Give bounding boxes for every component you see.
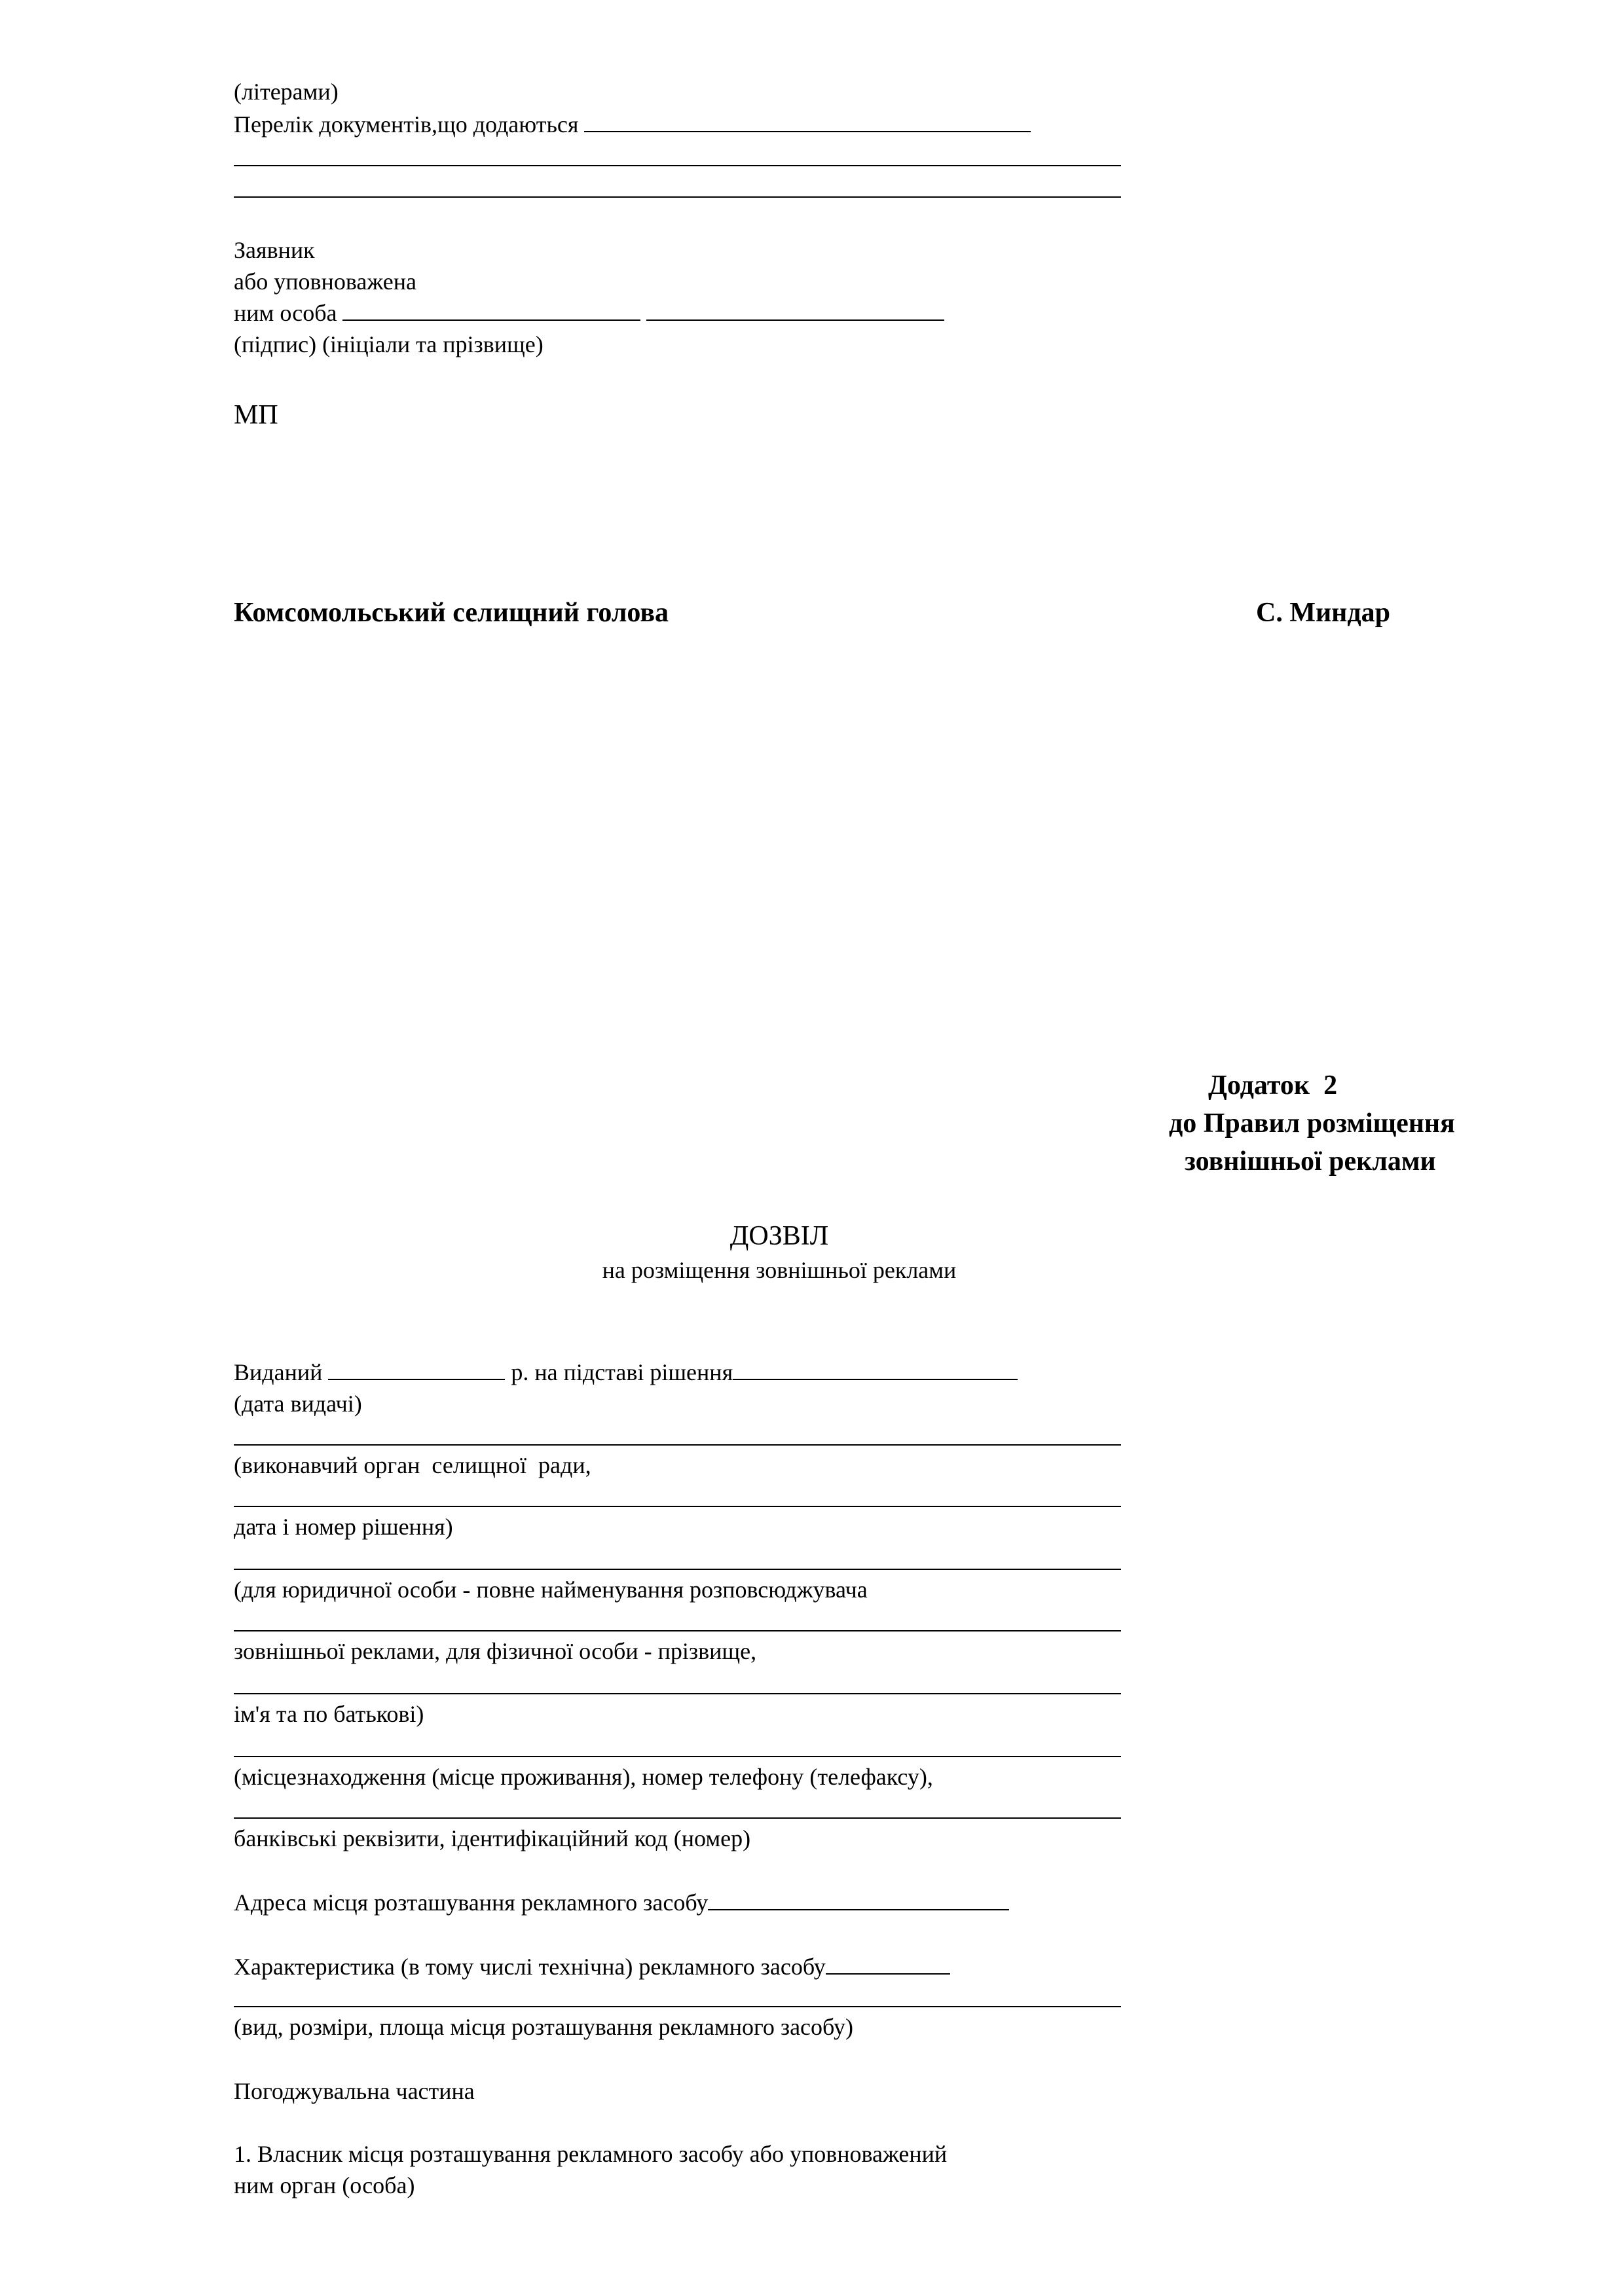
field-rule[interactable] [234,1693,1121,1694]
applicant-line-1: Заявник [234,237,315,263]
characteristic-blank[interactable] [826,1954,950,1975]
address-row [234,1888,1009,1917]
caption-executive-body: (виконавчий орган селищної ради, [234,1452,591,1478]
initials-surname-blank[interactable] [646,300,944,321]
documents-list-blank[interactable] [584,111,1031,132]
permit-title: ДОЗВІЛ [729,1221,829,1251]
caption-bank-details: банківські реквізити, ідентифікаційний код (номер) [234,1825,751,1851]
issued-row [234,1358,1018,1387]
stamp-label: МП [234,400,278,430]
approval-heading: Погоджувальна частина [234,2078,475,2104]
caption-individual: зовнішньої реклами, для фізичної особи - прізвище, [234,1638,757,1664]
documents-list-rule-1[interactable] [234,165,1121,166]
in-words-note: (літерами) [234,79,339,105]
applicant-signature-row [234,299,944,327]
decision-blank[interactable] [733,1359,1018,1380]
appendix-line-2: до Правил розміщення [1169,1108,1455,1139]
documents-list-label: Перелік документів,що додаються [234,111,579,137]
address-label: Адреса місця розташування рекламного засобу [234,1889,709,1916]
issue-date-blank[interactable] [328,1359,505,1380]
address-blank[interactable] [708,1889,1009,1910]
caption-decision-date-number: дата і номер рішення) [234,1514,453,1540]
signatory-name: С. Миндар [1256,598,1390,628]
signature-caption: (підпис) (ініціали та прізвище) [234,331,544,357]
approval-item-1-line-2: ним орган (особа) [234,2172,415,2198]
caption-location-phone: (місцезнаходження (місце проживання), номер телефону (телефаксу), [234,1764,933,1790]
field-rule[interactable] [234,1569,1121,1570]
appendix-line-1: Додаток 2 [1208,1070,1338,1101]
signature-blank[interactable] [342,300,640,321]
field-rule[interactable] [234,1506,1121,1507]
issued-basis-label: р. на підставі рішення [511,1359,733,1385]
permit-subtitle: на розміщення зовнішньої реклами [602,1257,957,1283]
field-rule[interactable] [234,1756,1121,1757]
applicant-line-3: ним особа [234,300,337,326]
issued-label: Виданий [234,1359,323,1385]
signatory-position: Комсомольський селищний голова [234,598,669,628]
field-rule[interactable] [234,1444,1121,1446]
applicant-line-2: або уповноважена [234,268,416,295]
approval-item-1-line-1: 1. Власник місця розташування рекламного засобу або уповноважений [234,2141,948,2167]
field-rule[interactable] [234,1817,1121,1819]
caption-legal-entity: (для юридичної особи - повне найменування розповсюджувача [234,1576,868,1603]
characteristic-caption: (вид, розміри, площа місця розташування рекламного засобу) [234,2014,853,2040]
documents-list-rule-2[interactable] [234,196,1121,198]
caption-full-name: ім'я та по батькові) [234,1701,424,1727]
appendix-line-3: зовнішньої реклами [1185,1146,1436,1176]
characteristic-row [234,1952,950,1981]
issue-date-caption: (дата видачі) [234,1391,362,1417]
documents-list-row [234,110,1031,139]
field-rule[interactable] [234,1630,1121,1631]
characteristic-label: Характеристика (в тому числі технічна) рекламного засобу [234,1954,826,1980]
field-rule[interactable] [234,2006,1121,2007]
